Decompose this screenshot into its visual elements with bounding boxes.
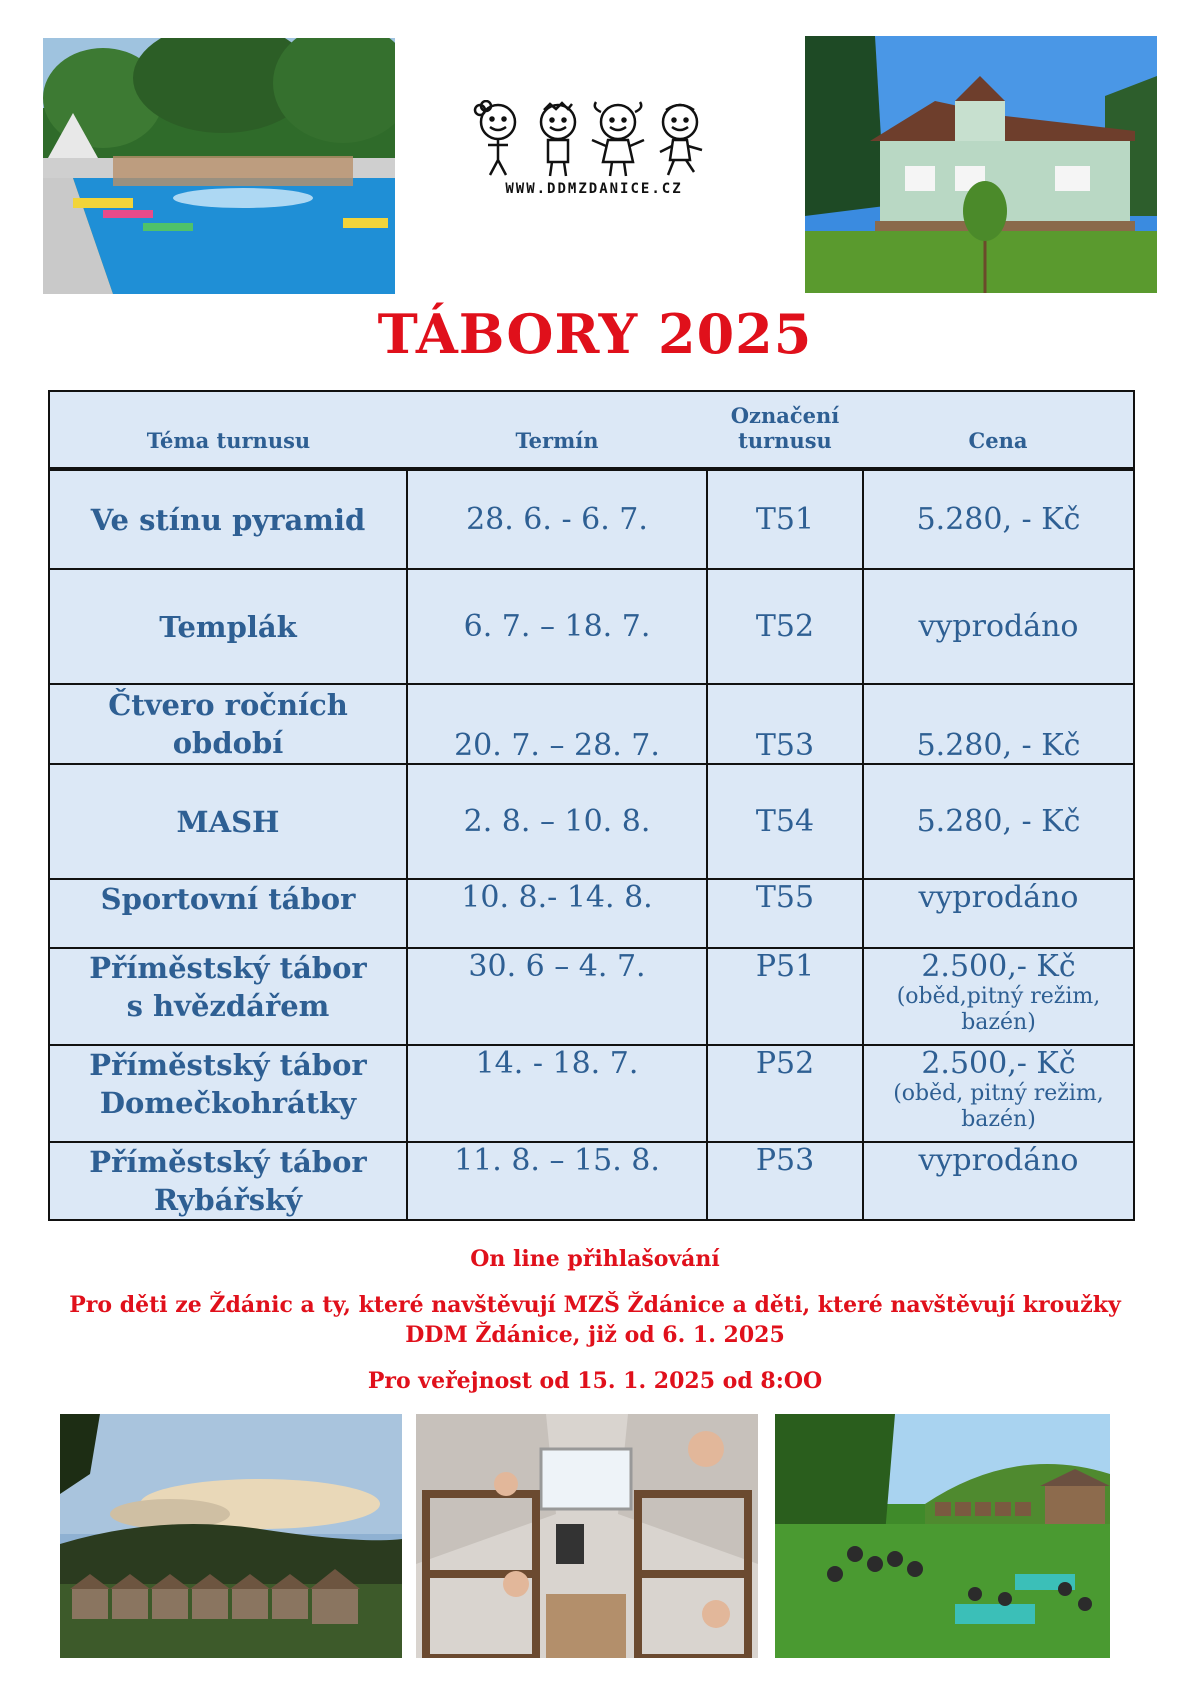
four-children-drawing-icon: [468, 100, 720, 180]
table-row: [49, 1142, 1134, 1220]
pool-photo: [43, 38, 395, 294]
row-price: vyprodáno: [863, 1142, 1134, 1220]
row-code: P53: [707, 1142, 863, 1220]
row-price: 5.280, - Kč: [863, 469, 1134, 569]
info-line-1: Pro děti ze Ždánic a ty, které navštěvují MZŠ Ždánice a děti, které navštěvují kroužky: [69, 1292, 1121, 1318]
row-theme-line2: období: [172, 726, 284, 760]
online-registration-heading: On line přihlašování: [470, 1246, 720, 1272]
house-photo: [805, 36, 1157, 293]
row-theme-line1: Templák: [159, 609, 297, 644]
row-theme: [49, 764, 407, 879]
header-code: [707, 391, 863, 469]
row-theme: [49, 684, 407, 764]
table-header-row: [49, 391, 1134, 469]
info-line-2: DDM Ždánice, již od 6. 1. 2025: [405, 1322, 785, 1348]
row-term: 2. 8. – 10. 8.: [407, 764, 707, 879]
row-price: 5.280, - Kč: [863, 684, 1134, 764]
row-theme-line2: Rybářský: [153, 1183, 303, 1217]
camps-table: [48, 390, 1135, 1221]
table-row: [49, 569, 1134, 684]
row-theme: [49, 569, 407, 684]
bunk-room-photo: [416, 1414, 758, 1658]
row-code: T53: [707, 684, 863, 764]
row-theme-line2: s hvězdářem: [126, 989, 330, 1023]
row-price: 5.280, - Kč: [863, 764, 1134, 879]
row-code: T51: [707, 469, 863, 569]
row-term: 30. 6 – 4. 7.: [407, 948, 707, 1045]
row-term: 20. 7. – 28. 7.: [407, 684, 707, 764]
row-theme-line1: Příměstský tábor: [89, 1145, 367, 1179]
row-term: 10. 8.- 14. 8.: [407, 879, 707, 948]
row-price-note: (oběd,pitný režim, bazén): [896, 984, 1101, 1035]
row-price: vyprodáno: [863, 569, 1134, 684]
row-term: 11. 8. – 15. 8.: [407, 1142, 707, 1220]
row-theme-line1: Čtvero ročních: [108, 688, 348, 722]
header-theme: Téma turnusu: [49, 391, 407, 469]
row-code: T55: [707, 879, 863, 948]
sunset-cabins-photo: [60, 1414, 402, 1658]
row-price-cell: [863, 1045, 1134, 1142]
row-code: T52: [707, 569, 863, 684]
table-row: [49, 469, 1134, 569]
table-row: [49, 948, 1134, 1045]
row-theme: [49, 948, 407, 1045]
row-price: 2.500,- Kč: [921, 949, 1076, 984]
row-theme: [49, 469, 407, 569]
logo-url: WWW.DDMZDANICE.CZ: [505, 181, 683, 197]
row-theme-line1: Sportovní tábor: [100, 882, 356, 916]
row-theme-line1: Ve stínu pyramid: [90, 502, 366, 537]
row-price-cell: [863, 948, 1134, 1045]
row-theme-line1: Příměstský tábor: [89, 1048, 367, 1082]
lawn-group-photo: [775, 1414, 1110, 1658]
header-term: Termín: [407, 391, 707, 469]
row-price-note: (oběd, pitný režim, bazén): [893, 1081, 1104, 1132]
public-registration: Pro veřejnost od 15. 1. 2025 od 8:OO: [367, 1368, 823, 1394]
row-term: 28. 6. - 6. 7.: [407, 469, 707, 569]
table-row: [49, 1045, 1134, 1142]
header-code-line1: Označení: [730, 403, 840, 428]
row-price: 2.500,- Kč: [921, 1046, 1076, 1081]
row-code: P52: [707, 1045, 863, 1142]
row-theme-line1: Příměstský tábor: [89, 951, 367, 985]
row-theme: [49, 1142, 407, 1220]
row-code: P51: [707, 948, 863, 1045]
header-price: Cena: [863, 391, 1134, 469]
row-term: 14. - 18. 7.: [407, 1045, 707, 1142]
row-theme-line2: Domečkohrátky: [99, 1086, 357, 1120]
row-price: vyprodáno: [863, 879, 1134, 948]
row-theme: [49, 879, 407, 948]
row-term: 6. 7. – 18. 7.: [407, 569, 707, 684]
table-row: [49, 684, 1134, 764]
row-theme-line1: MASH: [176, 804, 280, 839]
table-row: [49, 764, 1134, 879]
row-code: T54: [707, 764, 863, 879]
page-title: TÁBORY 2025: [377, 302, 813, 366]
row-theme: [49, 1045, 407, 1142]
table-row: [49, 879, 1134, 948]
header-code-line2: turnusu: [738, 428, 832, 453]
